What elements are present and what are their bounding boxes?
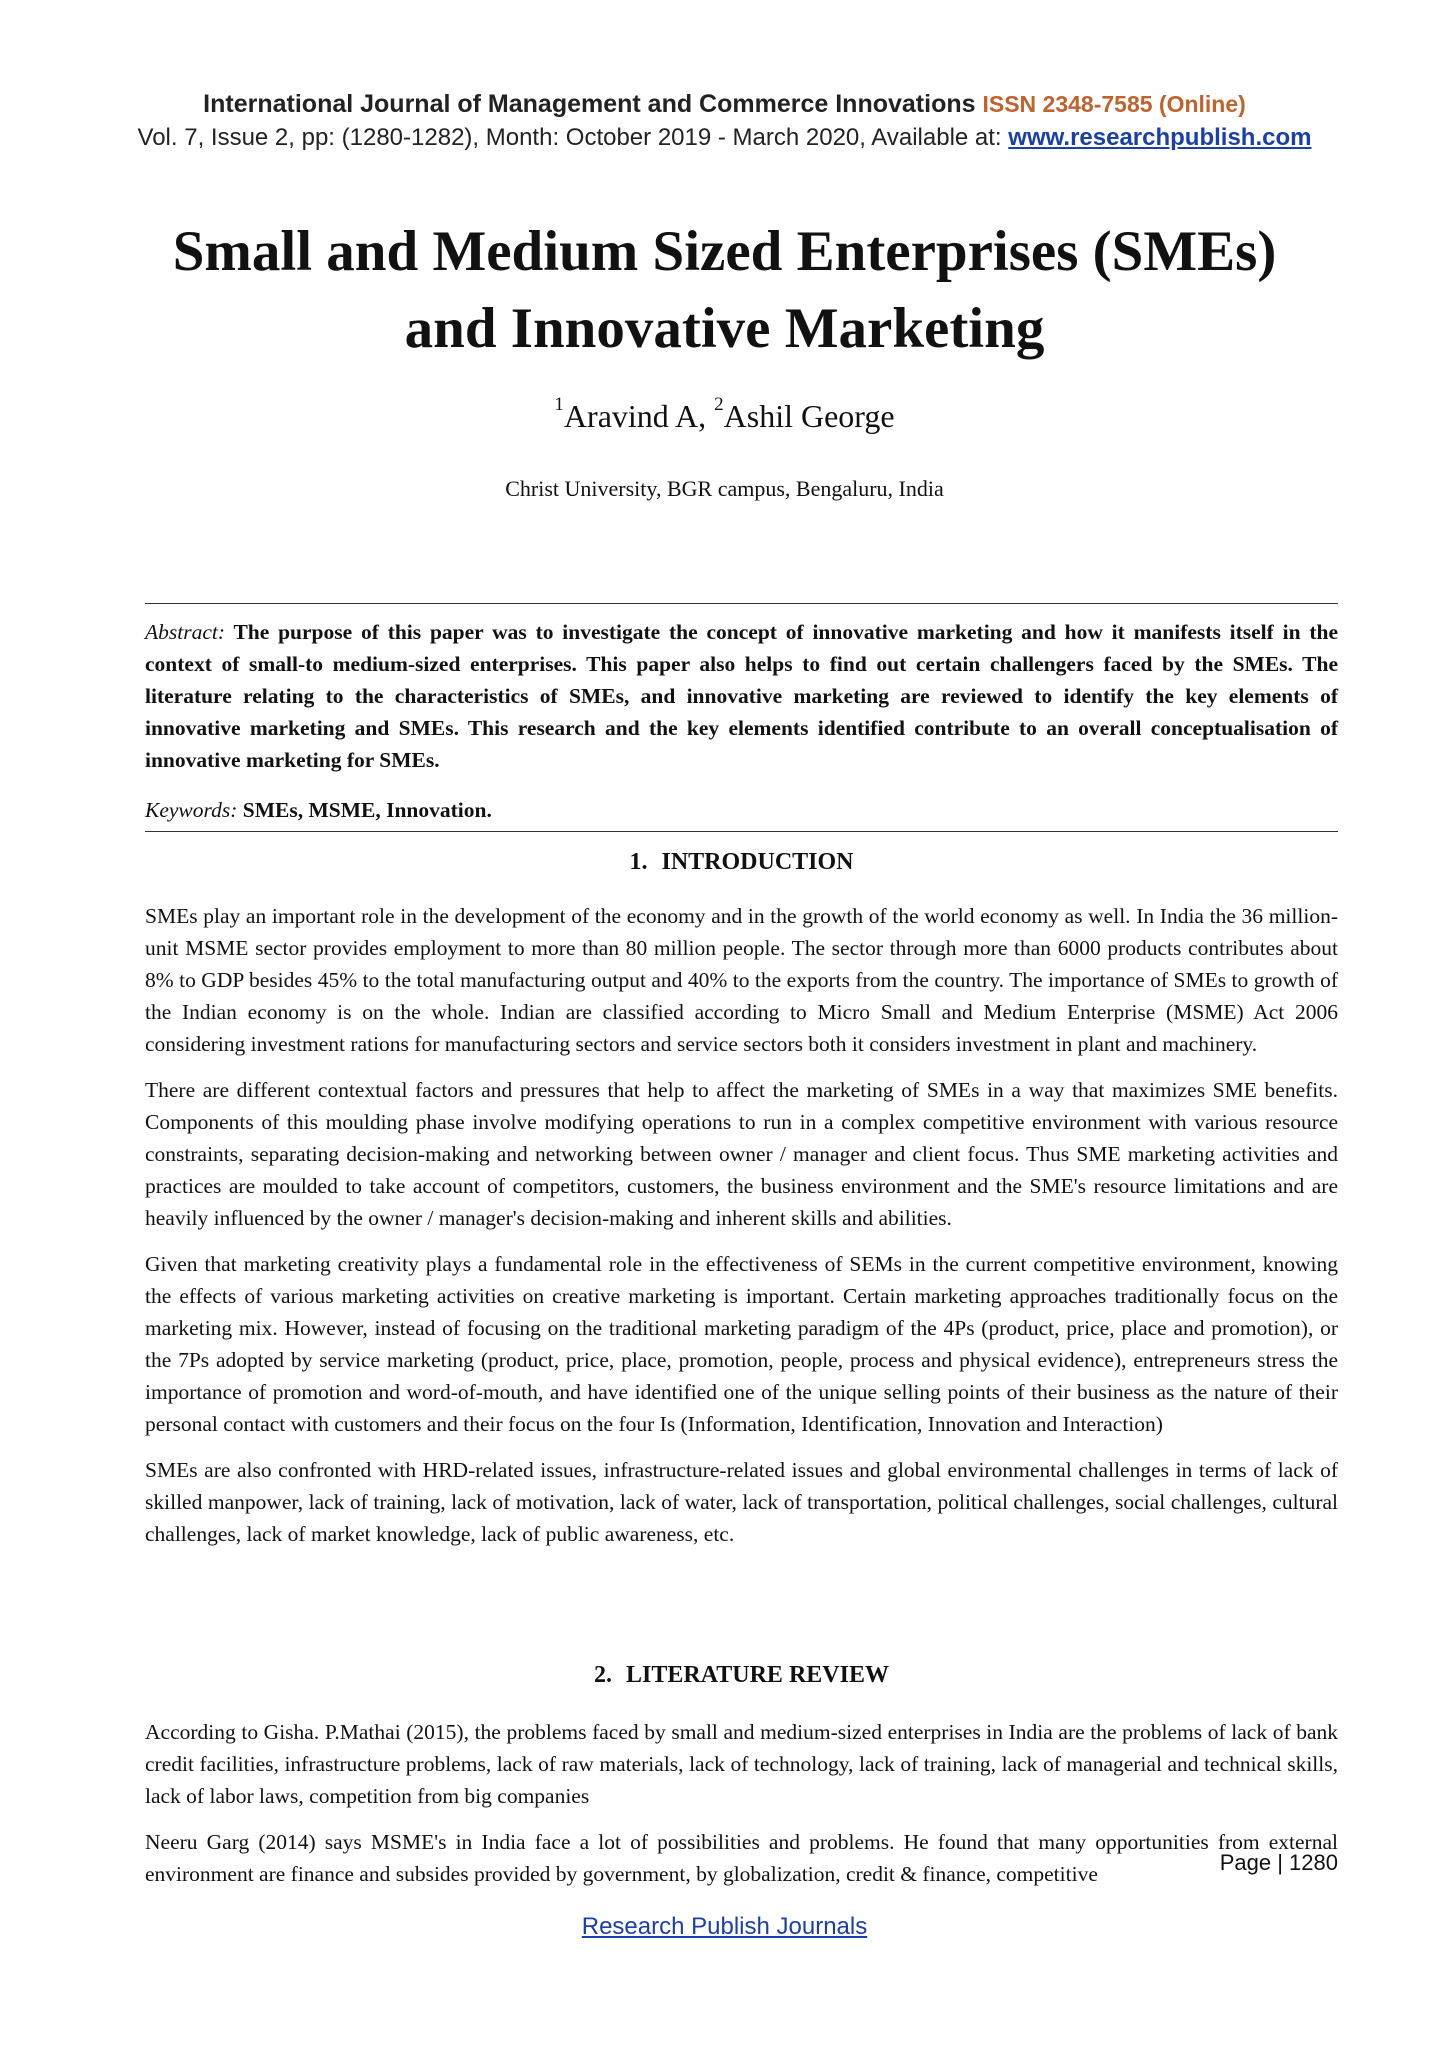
volume-line bbox=[0, 124, 1449, 152]
paragraph: SMEs are also confronted with HRD-related issues, infrastructure-related issues and global environmental challenges in terms of lack of skilled manpower, lack of training, lack of motivation, lack of water, lack of transportation, political challenges, social challenges, cultural challenges, lack of market knowledge, lack of public awareness, etc. bbox=[145, 1458, 1338, 1546]
author-1-superscript: 1 bbox=[554, 394, 564, 415]
literature-review-body bbox=[145, 1716, 1338, 1904]
publisher-link[interactable]: Research Publish Journals bbox=[581, 1913, 868, 1940]
keywords-label: Keywords: bbox=[145, 798, 238, 822]
section-heading-introduction bbox=[145, 849, 1338, 876]
abstract-top-rule bbox=[145, 603, 1338, 604]
affiliation: Christ University, BGR campus, Bengaluru, India bbox=[505, 476, 944, 501]
author-2: Ashil George bbox=[723, 398, 895, 434]
issn: ISSN 2348-7585 (Online) bbox=[982, 91, 1246, 117]
paragraph: SMEs play an important role in the development of the economy and in the growth of the world economy as well. In India the 36 million-unit MSME sector provides employment to more than 80 million people. The sector through more than 6000 products contributes about 8% to GDP besides 45% to the total manufacturing output and 40% to the exports from the country. The importance of SMEs to growth of the Indian economy is on the whole. Indian are classified according to Micro Small and Medium Enterprise (MSME) Act 2006 considering investment rations for manufacturing sectors and service sectors both it considers investment in plant and machinery. bbox=[145, 904, 1338, 1056]
section-title: INTRODUCTION bbox=[661, 849, 854, 875]
introduction-body bbox=[145, 900, 1338, 1564]
section-title: LITERATURE REVIEW bbox=[626, 1662, 889, 1688]
page-number: Page | 1280 bbox=[1219, 1850, 1338, 1875]
paragraph: There are different contextual factors and pressures that help to affect the marketing of SMEs in a way that maximizes SME benefits. Components of this moulding phase involve modifying operations to run in a complex competitive environment with various resource constraints, separating decision-making and networking between owner / manager and client focus. Thus SME marketing activities and practices are moulded to take account of competitors, customers, the business environment and the SME's resource limitations and are heavily influenced by the owner / manager's decision-making and inherent skills and abilities. bbox=[145, 1078, 1338, 1230]
volume-info: Vol. 7, Issue 2, pp: (1280-1282), Month: October 2019 - March 2020, Available at: bbox=[137, 124, 1002, 151]
journal-name: International Journal of Management and Commerce Innovations bbox=[203, 90, 976, 118]
paragraph: Given that marketing creativity plays a fundamental role in the effectiveness of SEMs in the current competitive environment, knowing the effects of various marketing activities on creative marketing is important. Certain marketing approaches traditionally focus on the marketing mix. However, instead of focusing on the traditional marketing paradigm of the 4Ps (product, price, place and promotion), or the 7Ps adopted by service marketing (product, price, place, promotion, people, process and physical evidence), entrepreneurs stress the importance of promotion and word-of-mouth, and have identified one of the unique selling points of their business as the nature of their personal contact with customers and their focus on the four Is (Information, Identification, Innovation and Interaction) bbox=[145, 1252, 1338, 1436]
author-1: Aravind A, bbox=[563, 398, 707, 434]
paragraph: Neeru Garg (2014) says MSME's in India face a lot of possibilities and problems. He found that many opportunities from external environment are finance and subsides provided by government, by globalization, credit & finance, competitive bbox=[145, 1830, 1338, 1886]
author-2-superscript: 2 bbox=[714, 394, 724, 415]
journal-url-link[interactable]: www.researchpublish.com bbox=[1008, 124, 1312, 151]
paper-title bbox=[0, 213, 1449, 367]
journal-header bbox=[0, 90, 1449, 119]
title-line-2: and Innovative Marketing bbox=[404, 297, 1045, 360]
abstract-text: The purpose of this paper was to investigate the concept of innovative marketing and how it manifests itself in the context of small-to medium-sized enterprises. This paper also helps to find out certain challengers faced by the SMEs. The literature relating to the characteristics of SMEs, and innovative marketing are reviewed to identify the key elements of innovative marketing and SMEs. This research and the key elements identified contribute to an overall conceptualisation of innovative marketing for SMEs. bbox=[145, 620, 1338, 772]
authors bbox=[0, 394, 1449, 435]
abstract-label: Abstract: bbox=[145, 620, 226, 644]
keywords bbox=[145, 794, 1338, 826]
section-heading-literature-review bbox=[145, 1662, 1338, 1689]
section-number: 2. bbox=[594, 1662, 613, 1688]
abstract bbox=[145, 616, 1338, 776]
paragraph: According to Gisha. P.Mathai (2015), the problems faced by small and medium-sized enterprises in India are the problems of lack of bank credit facilities, infrastructure problems, lack of raw materials, lack of technology, lack of training, lack of managerial and technical skills, lack of labor laws, competition from big companies bbox=[145, 1720, 1338, 1808]
keywords-text: SMEs, MSME, Innovation. bbox=[242, 798, 492, 822]
section-number: 1. bbox=[629, 849, 648, 875]
title-line-1: Small and Medium Sized Enterprises (SMEs) bbox=[172, 220, 1277, 283]
footer bbox=[0, 1913, 1449, 1941]
abstract-bottom-rule bbox=[145, 831, 1338, 832]
